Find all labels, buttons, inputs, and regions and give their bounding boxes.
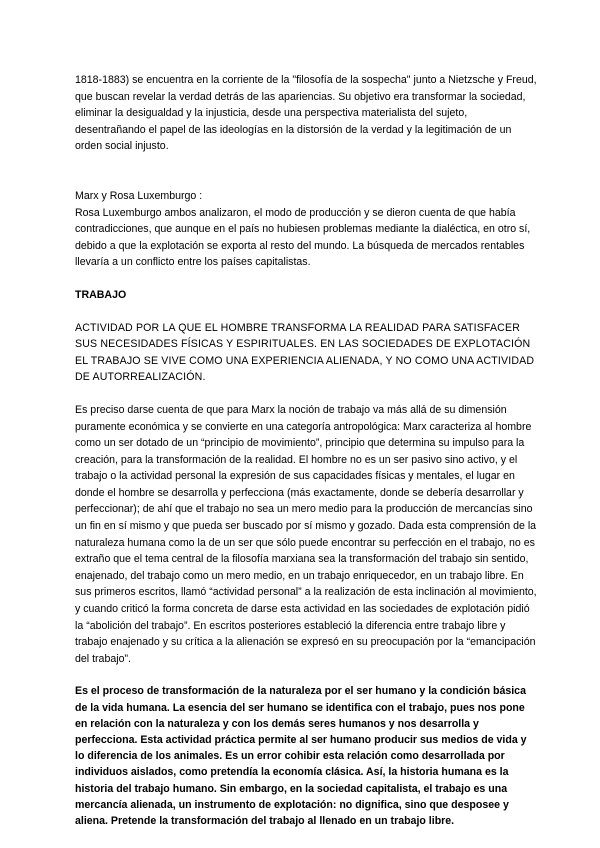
analysis-paragraph: Es preciso darse cuenta de que para Marx la noción de trabajo va más allá de su dimensión puramente económica y se convierte en una categoría antropológica: Marx caracteriza al hombre como un ser dotado de un “principio de movimiento”, principio que determina su impulso para la creación, para la transformación de la realidad. El hombre no es un ser pasivo sino activo, y el trabajo o la actividad personal la expresión de sus capacidades físicas y mentales, el lugar en donde el hombre se desarrolla y perfecciona (más exactamente, donde se debería desarrollar y perfeccionar); de ahí que el trabajo no sea un mero medio para la producción de mercancías sino un fin en sí mismo y que pueda ser buscado por sí mismo y gozado. Dada esta comprensión de la naturaleza humana como la de un ser que sólo puede encontrar su perfección en el trabajo, no es extraño que el tema central de la filosofía marxiana sea la transformación del trabajo sin sentido, enajenado, del trabajo como un mero medio, en un trabajo enriquecedor, en un trabajo libre. En sus primeros escritos, llamó “actividad personal” a la realización de esta inclinación al movimiento, y cuando criticó la forma concreta de darse esta actividad en las sociedades de explotación pidió la “abolición del trabajo”. En escritos posteriores estableció la diferencia entre trabajo libre y trabajo enajenado y su crítica a la alienación se expresó en su preocupación por la “emancipación del trabajo”. [75, 403, 537, 665]
definition-paragraph: ACTIVIDAD POR LA QUE EL HOMBRE TRANSFORMA LA REALIDAD PARA SATISFACER SUS NECESIDADES FÍSICAS Y ESPIRITUALES. EN LAS SOCIEDADES DE EXPLOTACIÓN EL TRABAJO SE VIVE COMO UNA EXPERIENCIA ALIENADA, Y NO COMO UNA ACTIVIDAD DE AUTORREALIZACIÓN. [75, 321, 535, 384]
intro-paragraph: 1818-1883) se encuentra en la corriente de la "filosofía de la sospecha" junto a Nietzsche y Freud, que buscan revelar la verdad detrás de las apariencias. Su objetivo era transformar la sociedad, eliminar la desigualdad y la injusticia, desde una perspectiva materialista del sujeto, desentrañando el papel de las ideologías en la distorsión de la verdad y la legitimación de un orden social injusto. [75, 74, 537, 153]
summary-paragraph: Es el proceso de transformación de la naturaleza por el ser humano y la condición básica de la vida humana. La esencia del ser humano se identifica con el trabajo, pues nos pone en relación con la naturaleza y con los demás seres humanos y nos desarrolla y perfecciona. Esta actividad práctica permite al ser humano producir sus medios de vida y lo diferencia de los animales. Es un error cohibir esta relación como desarrollada por individuos aislados, como pretendía la economía clásica. Así, la historia humana es la historia del trabajo humano. Sin embargo, en la sociedad capitalista, el trabajo es una mercancía alienada, un instrumento de explotación: no dignifica, sino que desposee y aliena. Pretende la transformación del trabajo al llenado en un trabajo libre. [75, 685, 527, 828]
marx-rosa-heading: Marx y Rosa Luxemburgo : [75, 189, 203, 202]
section-title: TRABAJO [75, 288, 127, 301]
document-page [75, 72, 537, 829]
marx-rosa-paragraph: Rosa Luxemburgo ambos analizaron, el modo de producción y se dieron cuenta de que había contradicciones, que aunque en el país no hubiesen problemas mediante la dialéctica, en otro sí, debido a que la explotación se exporta al resto del mundo. La búsqueda de mercados rentables llevaría a un conflicto entre los países capitalistas. [75, 206, 531, 269]
